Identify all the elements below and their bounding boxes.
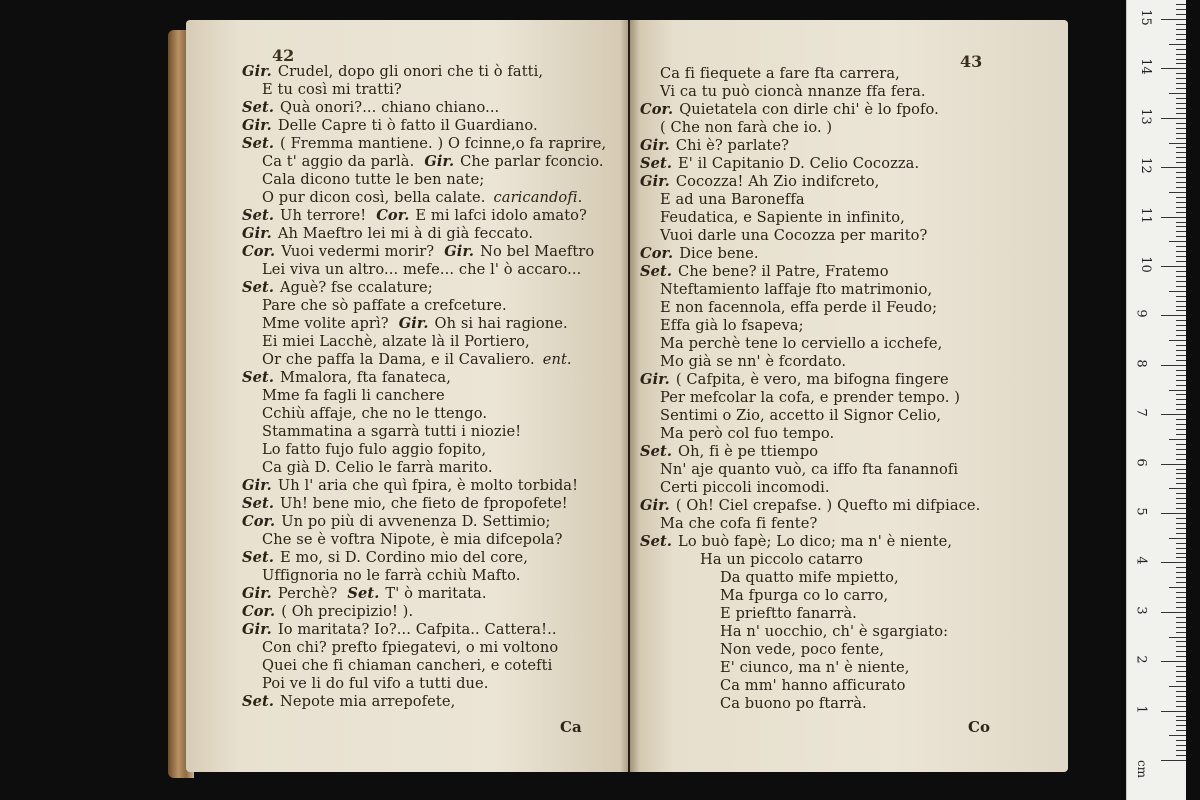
right-line xyxy=(640,156,919,172)
verse-text: Uffignoria no le farrà cchiù Mafto. xyxy=(262,567,521,584)
speaker-label: Set. xyxy=(242,279,275,296)
right-line xyxy=(660,120,832,136)
ruler-tick xyxy=(1161,414,1187,415)
ruler-tick xyxy=(1161,19,1187,20)
right-line xyxy=(660,354,846,370)
left-line xyxy=(242,514,550,530)
verse-text: Ei miei Lacchè, alzate là il Portiero, xyxy=(262,333,530,350)
left-line xyxy=(262,262,581,278)
verse-text: Oh, fi è pe ttiempo xyxy=(678,443,819,460)
left-line xyxy=(242,586,487,602)
verse-text: Pare che sò paffate a crefceture. xyxy=(262,297,507,314)
speaker-label: Gir. xyxy=(640,371,670,388)
ruler-tick xyxy=(1169,686,1187,687)
verse-text: Or che paffa la Dama, e il Cavaliero. xyxy=(262,351,535,368)
right-line xyxy=(720,660,910,676)
left-line xyxy=(262,658,552,674)
left-line xyxy=(262,676,488,692)
verse-text: Non vede, poco fente, xyxy=(720,641,885,658)
left-line xyxy=(262,334,530,350)
verse-text: E mo, si D. Cordino mio del core, xyxy=(280,549,528,566)
ruler-tick xyxy=(1169,538,1187,539)
left-line xyxy=(262,442,486,458)
verse-text: Che se è voftra Nipote, è mia difcepola? xyxy=(262,531,563,548)
speaker-label: Gir. xyxy=(242,63,272,80)
speaker-label: Gir. xyxy=(640,173,670,190)
ruler-tick xyxy=(1169,340,1187,341)
right-page-number: 43 xyxy=(960,52,983,71)
speaker-label: Cor. xyxy=(242,603,276,620)
verse-text: Per mefcolar la cofa, e prender tempo. ) xyxy=(660,389,960,406)
left-line xyxy=(262,388,445,404)
ruler-number: 5 xyxy=(1133,507,1149,516)
speaker-label: Set. xyxy=(347,585,380,602)
verse-text: Ca fi fiequete a fare fta carrera, xyxy=(660,65,900,82)
ruler-tick xyxy=(1161,612,1187,613)
speaker-label: Gir. xyxy=(242,585,272,602)
right-line xyxy=(640,372,949,388)
speaker-label: Set. xyxy=(640,443,673,460)
verse-text: No bel Maeftro xyxy=(480,243,595,260)
verse-text: Nepote mia arrepofete, xyxy=(280,693,456,710)
speaker-label: Gir. xyxy=(242,477,272,494)
verse-text: Un po più di avvenenza D. Settimio; xyxy=(281,513,551,530)
verse-text: Chi è? parlate? xyxy=(675,137,790,154)
speaker-label: Gir. xyxy=(424,153,455,170)
ruler-number: 13 xyxy=(1137,108,1153,125)
verse-text: Ma fpurga co lo carro, xyxy=(720,587,889,604)
left-line xyxy=(262,154,604,170)
right-line xyxy=(660,516,817,532)
ruler-tick xyxy=(1161,661,1187,662)
ruler-tick xyxy=(1169,44,1187,45)
speaker-label: Set. xyxy=(640,263,673,280)
verse-text: Aguè? fse ccalature; xyxy=(280,279,433,296)
right-line xyxy=(660,318,804,334)
verse-text: Mmalora, fta fanateca, xyxy=(280,369,451,386)
verse-text: Ca mm' hanno afficurato xyxy=(720,677,906,694)
verse-text: Ah Maeftro lei mi à di già feccato. xyxy=(277,225,534,242)
left-line xyxy=(242,118,538,134)
left-line xyxy=(242,244,594,260)
ruler-tick xyxy=(1161,711,1187,712)
left-line xyxy=(242,478,578,494)
left-line xyxy=(242,550,528,566)
speaker-label: Cor. xyxy=(640,101,674,118)
ruler-tick xyxy=(1161,68,1187,69)
stage-direction: caricandofi. xyxy=(493,189,583,206)
verse-text: Vuoi vedermi morir? xyxy=(281,243,435,260)
ruler-tick xyxy=(1169,291,1187,292)
right-line xyxy=(660,84,926,100)
ruler-tick xyxy=(1169,637,1187,638)
left-line xyxy=(242,100,499,116)
speaker-label: Set. xyxy=(640,155,673,172)
right-page-catchword: Co xyxy=(968,718,990,736)
verse-text: E mi lafci idolo amato? xyxy=(415,207,587,224)
right-line xyxy=(660,228,927,244)
speaker-label: Set. xyxy=(242,495,275,512)
right-line xyxy=(660,408,941,424)
ruler-number: 3 xyxy=(1133,606,1149,615)
verse-text: Poi ve li do ful vifo a tutti due. xyxy=(262,675,489,692)
ruler-tick xyxy=(1161,315,1187,316)
right-line xyxy=(720,570,899,586)
right-line xyxy=(640,138,789,154)
verse-text: Quà onori?... chiano chiano... xyxy=(280,99,500,116)
speaker-label: Set. xyxy=(242,369,275,386)
verse-text: E tu così mi tratti? xyxy=(262,81,402,98)
right-line xyxy=(720,696,867,712)
ruler-tick xyxy=(1169,587,1187,588)
verse-text: Mo già se nn' è fcordato. xyxy=(660,353,847,370)
verse-text: Cocozza! Ah Zio indifcreto, xyxy=(675,173,880,190)
ruler-number: 11 xyxy=(1137,206,1153,224)
verse-text: E prieftto fanarrà. xyxy=(720,605,857,622)
left-line xyxy=(262,568,520,584)
verse-text: ( Oh precipizio! ). xyxy=(281,603,414,620)
right-page xyxy=(630,20,1068,772)
verse-text: E' il Capitanio D. Celio Cocozza. xyxy=(678,155,920,172)
speaker-label: Gir. xyxy=(640,497,670,514)
verse-text: Lo fatto fujo fulo aggio fopito, xyxy=(262,441,487,458)
ruler-tick xyxy=(1169,192,1187,193)
verse-text: Uh! bene mio, che fieto de fpropofete! xyxy=(280,495,568,512)
verse-text: Sentimi o Zio, accetto il Signor Celio, xyxy=(660,407,942,424)
verse-text: Cala dicono tutte le ben nate; xyxy=(262,171,485,188)
left-line xyxy=(262,190,582,206)
verse-text: Con chi? prefto fpiegatevi, o mi voltono xyxy=(262,639,559,656)
verse-text: Da quatto mife mpietto, xyxy=(720,569,899,586)
verse-text: Nn' aje quanto vuò, ca iffo fta fanannofi xyxy=(660,461,959,478)
right-line xyxy=(660,66,900,82)
right-line xyxy=(660,462,958,478)
ruler-number: 4 xyxy=(1133,556,1149,566)
ruler-number: 2 xyxy=(1133,655,1149,664)
ruler-tick xyxy=(1169,241,1187,242)
ruler-tick xyxy=(1169,488,1187,489)
verse-text: T' ò maritata. xyxy=(385,585,487,602)
speaker-label: Gir. xyxy=(242,117,272,134)
speaker-label: Gir. xyxy=(444,243,475,260)
ruler-unit-label: cm xyxy=(1135,759,1150,779)
ruler-scale xyxy=(1127,0,1187,800)
right-line xyxy=(660,210,905,226)
verse-text: Ma perchè tene lo cerviello a icchefe, xyxy=(660,335,943,352)
verse-text: E ad una Baroneffa xyxy=(660,191,805,208)
left-line xyxy=(242,208,587,224)
speaker-label: Gir. xyxy=(398,315,429,332)
right-line xyxy=(660,390,960,406)
speaker-label: Set. xyxy=(640,533,673,550)
book-gutter xyxy=(620,20,640,772)
background-strip xyxy=(1186,0,1200,800)
ruler-number: 12 xyxy=(1137,157,1153,174)
left-line xyxy=(262,172,484,188)
verse-text: Che bene? il Patre, Fratemo xyxy=(678,263,889,280)
verse-text: ( Cafpita, è vero, ma bifogna fingere xyxy=(675,371,949,388)
left-line xyxy=(262,352,572,368)
ruler-tick xyxy=(1161,118,1187,119)
left-line xyxy=(242,370,451,386)
left-line xyxy=(242,694,455,710)
ruler-number: 9 xyxy=(1133,309,1149,319)
left-line xyxy=(242,496,568,512)
measuring-ruler xyxy=(1126,0,1187,800)
ruler-number: 15 xyxy=(1137,9,1153,26)
ruler-number: 6 xyxy=(1133,457,1149,467)
ruler-tick xyxy=(1161,365,1187,366)
ruler-tick xyxy=(1161,266,1187,267)
speaker-label: Set. xyxy=(242,135,275,152)
left-page-number: 42 xyxy=(272,46,295,65)
verse-text: Lei viva un altro... mefe... che l' ò accaro... xyxy=(262,261,582,278)
speaker-label: Cor. xyxy=(640,245,674,262)
verse-text: Stammatina a sgarrà tutti i niozie! xyxy=(262,423,522,440)
right-line xyxy=(640,498,980,514)
right-line xyxy=(640,534,952,550)
verse-text: Nteftamiento laffaje fto matrimonio, xyxy=(660,281,933,298)
left-line xyxy=(262,460,493,476)
speaker-label: Cor. xyxy=(242,243,276,260)
verse-text: Feudatica, e Sapiente in infinito, xyxy=(660,209,905,226)
right-line xyxy=(640,102,939,118)
verse-text: Io maritata? Io?... Cafpita.. Cattera!.. xyxy=(277,621,557,638)
right-line xyxy=(720,588,888,604)
left-line xyxy=(262,316,568,332)
speaker-label: Cor. xyxy=(242,513,276,530)
ruler-tick xyxy=(1161,464,1187,465)
right-line xyxy=(700,552,863,568)
right-line xyxy=(640,444,818,460)
ruler-tick xyxy=(1161,167,1187,168)
ruler-number: 14 xyxy=(1137,58,1153,76)
speaker-label: Gir. xyxy=(640,137,670,154)
left-line xyxy=(242,280,433,296)
ruler-number: 10 xyxy=(1137,256,1153,273)
verse-text: Dice bene. xyxy=(679,245,759,262)
verse-text: Ma che cofa fi fente? xyxy=(660,515,818,532)
left-line xyxy=(242,64,543,80)
verse-text: Vuoi darle una Cocozza per marito? xyxy=(660,227,928,244)
speaker-label: Cor. xyxy=(376,207,410,224)
right-line xyxy=(720,678,906,694)
verse-text: Ha n' uocchio, ch' è sgargiato: xyxy=(720,623,949,640)
ruler-tick xyxy=(1161,217,1187,218)
left-line xyxy=(262,532,563,548)
ruler-tick xyxy=(1169,93,1187,94)
verse-text: Ma però col fuo tempo. xyxy=(660,425,835,442)
ruler-tick xyxy=(1169,390,1187,391)
speaker-label: Set. xyxy=(242,693,275,710)
right-line xyxy=(660,426,834,442)
ruler-tick xyxy=(1161,513,1187,514)
speaker-label: Gir. xyxy=(242,621,272,638)
verse-text: Delle Capre ti ò fatto il Guardiano. xyxy=(277,117,538,134)
verse-text: Uh l' aria che quì fpira, è molto torbida! xyxy=(277,477,579,494)
verse-text: Oh si hai ragione. xyxy=(434,315,568,332)
right-line xyxy=(660,300,937,316)
verse-text: Ha un piccolo catarro xyxy=(700,551,864,568)
left-line xyxy=(242,226,533,242)
ruler-tick xyxy=(1169,439,1187,440)
right-line xyxy=(640,264,889,280)
right-line xyxy=(640,174,879,190)
ruler-tick xyxy=(1169,735,1187,736)
verse-text: Cchiù affaje, che no le ttengo. xyxy=(262,405,488,422)
left-line xyxy=(242,136,606,152)
right-line xyxy=(660,282,932,298)
left-line xyxy=(242,604,413,620)
ruler-tick xyxy=(1169,143,1187,144)
left-line xyxy=(242,622,557,638)
speaker-label: Set. xyxy=(242,549,275,566)
right-line xyxy=(720,624,948,640)
verse-text: O pur dicon così, bella calate. xyxy=(262,189,486,206)
left-page-catchword: Ca xyxy=(560,718,582,736)
verse-text: E non facennola, effa perde il Feudo; xyxy=(660,299,938,316)
right-line xyxy=(720,606,857,622)
ruler-number: 7 xyxy=(1133,408,1149,417)
verse-text: ( Che non farà che io. ) xyxy=(660,119,833,136)
verse-text: Ca t' aggio da parlà. xyxy=(262,153,415,170)
ruler-tick xyxy=(1161,562,1187,563)
speaker-label: Set. xyxy=(242,99,275,116)
verse-text: ( Fremma mantiene. ) O fcinne,o fa raprire, xyxy=(280,135,607,152)
verse-text: Certi piccoli incomodi. xyxy=(660,479,830,496)
right-line xyxy=(660,336,942,352)
verse-text: Quei che fi chiaman cancheri, e cotefti xyxy=(262,657,553,674)
verse-text: Ca buono po ftarrà. xyxy=(720,695,867,712)
speaker-label: Gir. xyxy=(242,225,272,242)
speaker-label: Set. xyxy=(242,207,275,224)
verse-text: Ca già D. Celio le farrà marito. xyxy=(262,459,493,476)
verse-text: Lo buò fapè; Lo dico; ma n' è niente, xyxy=(678,533,953,550)
verse-text: E' ciunco, ma n' è niente, xyxy=(720,659,910,676)
left-line xyxy=(262,82,402,98)
ruler-number: 1 xyxy=(1133,704,1149,714)
left-line xyxy=(262,640,558,656)
verse-text: Crudel, dopo gli onori che ti ò fatti, xyxy=(277,63,544,80)
stage-direction: ent. xyxy=(542,351,572,368)
left-page xyxy=(186,20,628,772)
verse-text: Uh terrore! xyxy=(280,207,367,224)
verse-text: Effa già lo fsapeva; xyxy=(660,317,804,334)
verse-text: Quietatela con dirle chi' è lo fpofo. xyxy=(679,101,939,118)
ruler-number: 8 xyxy=(1133,359,1149,368)
verse-text: Mme fa fagli li canchere xyxy=(262,387,445,404)
verse-text: Che parlar fconcio. xyxy=(460,153,604,170)
left-line xyxy=(262,298,507,314)
right-line xyxy=(640,246,759,262)
left-line xyxy=(262,406,487,422)
right-line xyxy=(660,192,805,208)
verse-text: ( Oh! Ciel crepafse. ) Quefto mi difpiace. xyxy=(675,497,981,514)
verse-text: Vi ca tu può cioncà nnanze ffa fera. xyxy=(660,83,926,100)
verse-text: Mme volite aprì? xyxy=(262,315,389,332)
ruler-tick xyxy=(1161,760,1187,761)
right-line xyxy=(720,642,884,658)
verse-text: Perchè? xyxy=(277,585,338,602)
right-line xyxy=(660,480,830,496)
left-line xyxy=(262,424,521,440)
